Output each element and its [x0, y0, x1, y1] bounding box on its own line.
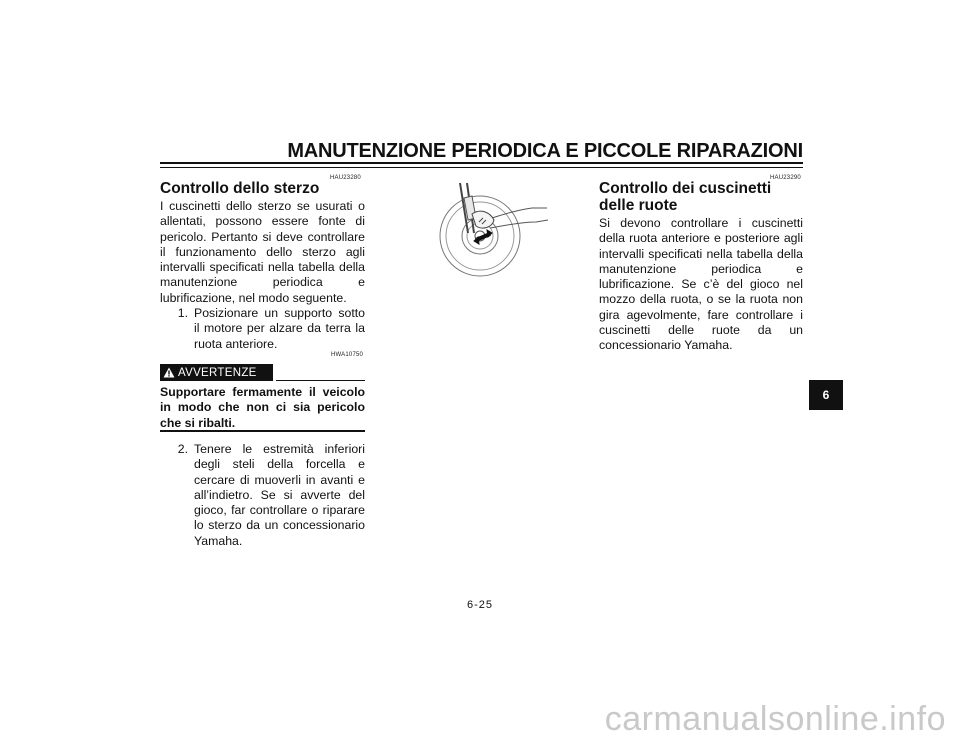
section-heading-wheel-bearings: Controllo dei cuscinetti delle ruote [599, 180, 772, 214]
warning-code: HWA10750 [331, 352, 364, 358]
warning-text: Supportare fermamente il veicolo in modo che non ci sia pericolo che si ribalti. [160, 385, 365, 430]
steering-intro: I cuscinetti dello sterzo se usurati o allentati, possono essere fonte di pericolo. Pertanto si deve controllare il funzionamento dello sterzo agli intervalli specificati nella tabella della manutenzione periodica e lubrificazione, nel modo seguente. [160, 199, 365, 305]
section-heading-steering: Controllo dello sterzo [160, 180, 320, 197]
warning-header [160, 364, 365, 382]
warning-bottom-rule [160, 430, 365, 432]
warning-triangle-icon [160, 367, 178, 378]
section-code-right: HAU23290 [770, 175, 801, 181]
section-code-left: HAU23280 [330, 175, 361, 181]
watermark: carmanualsonline.info [604, 700, 946, 738]
left-column-lower [160, 442, 365, 549]
warning-badge [160, 364, 273, 381]
step-1 [160, 306, 365, 352]
chapter-tab: 6 [809, 380, 843, 410]
warning-header-rule [276, 380, 365, 381]
right-column [599, 180, 803, 354]
page-title: MANUTENZIONE PERIODICA E PICCOLE RIPARAZIONI [287, 140, 803, 162]
header-rule-thin [160, 167, 803, 168]
wheel-bearings-text: Si devono controllare i cuscinetti della ruota anteriore e posteriore agli intervalli specificati nella tabella della manutenzione periodica e lubrificazione. Se c’è del gioco nel mozzo della ruota, o se la ruota non gira agevolmente, fare controllare i cuscinetti delle ruote da un concessionario Yamaha. [599, 216, 803, 353]
step-2 [160, 442, 365, 549]
step-2-number: 2. [177, 442, 188, 456]
left-column [160, 180, 365, 352]
header-rule-thick [160, 162, 803, 164]
warning-label: AVVERTENZE [178, 366, 257, 379]
step-2-text: Tenere le estremità inferiori degli steli della forcella e cercare di muoverli in avanti e all’indietro. Se si avverte del gioco, far controllare o riparare lo sterzo da un concessionario Yamaha. [194, 442, 365, 548]
step-1-number: 1. [177, 306, 188, 321]
page-number: 6-25 [466, 599, 494, 611]
step-1-text: Posizionare un supporto sotto il motore per alzare da terra la ruota anteriore. [194, 306, 365, 351]
fork-illustration [432, 178, 552, 278]
